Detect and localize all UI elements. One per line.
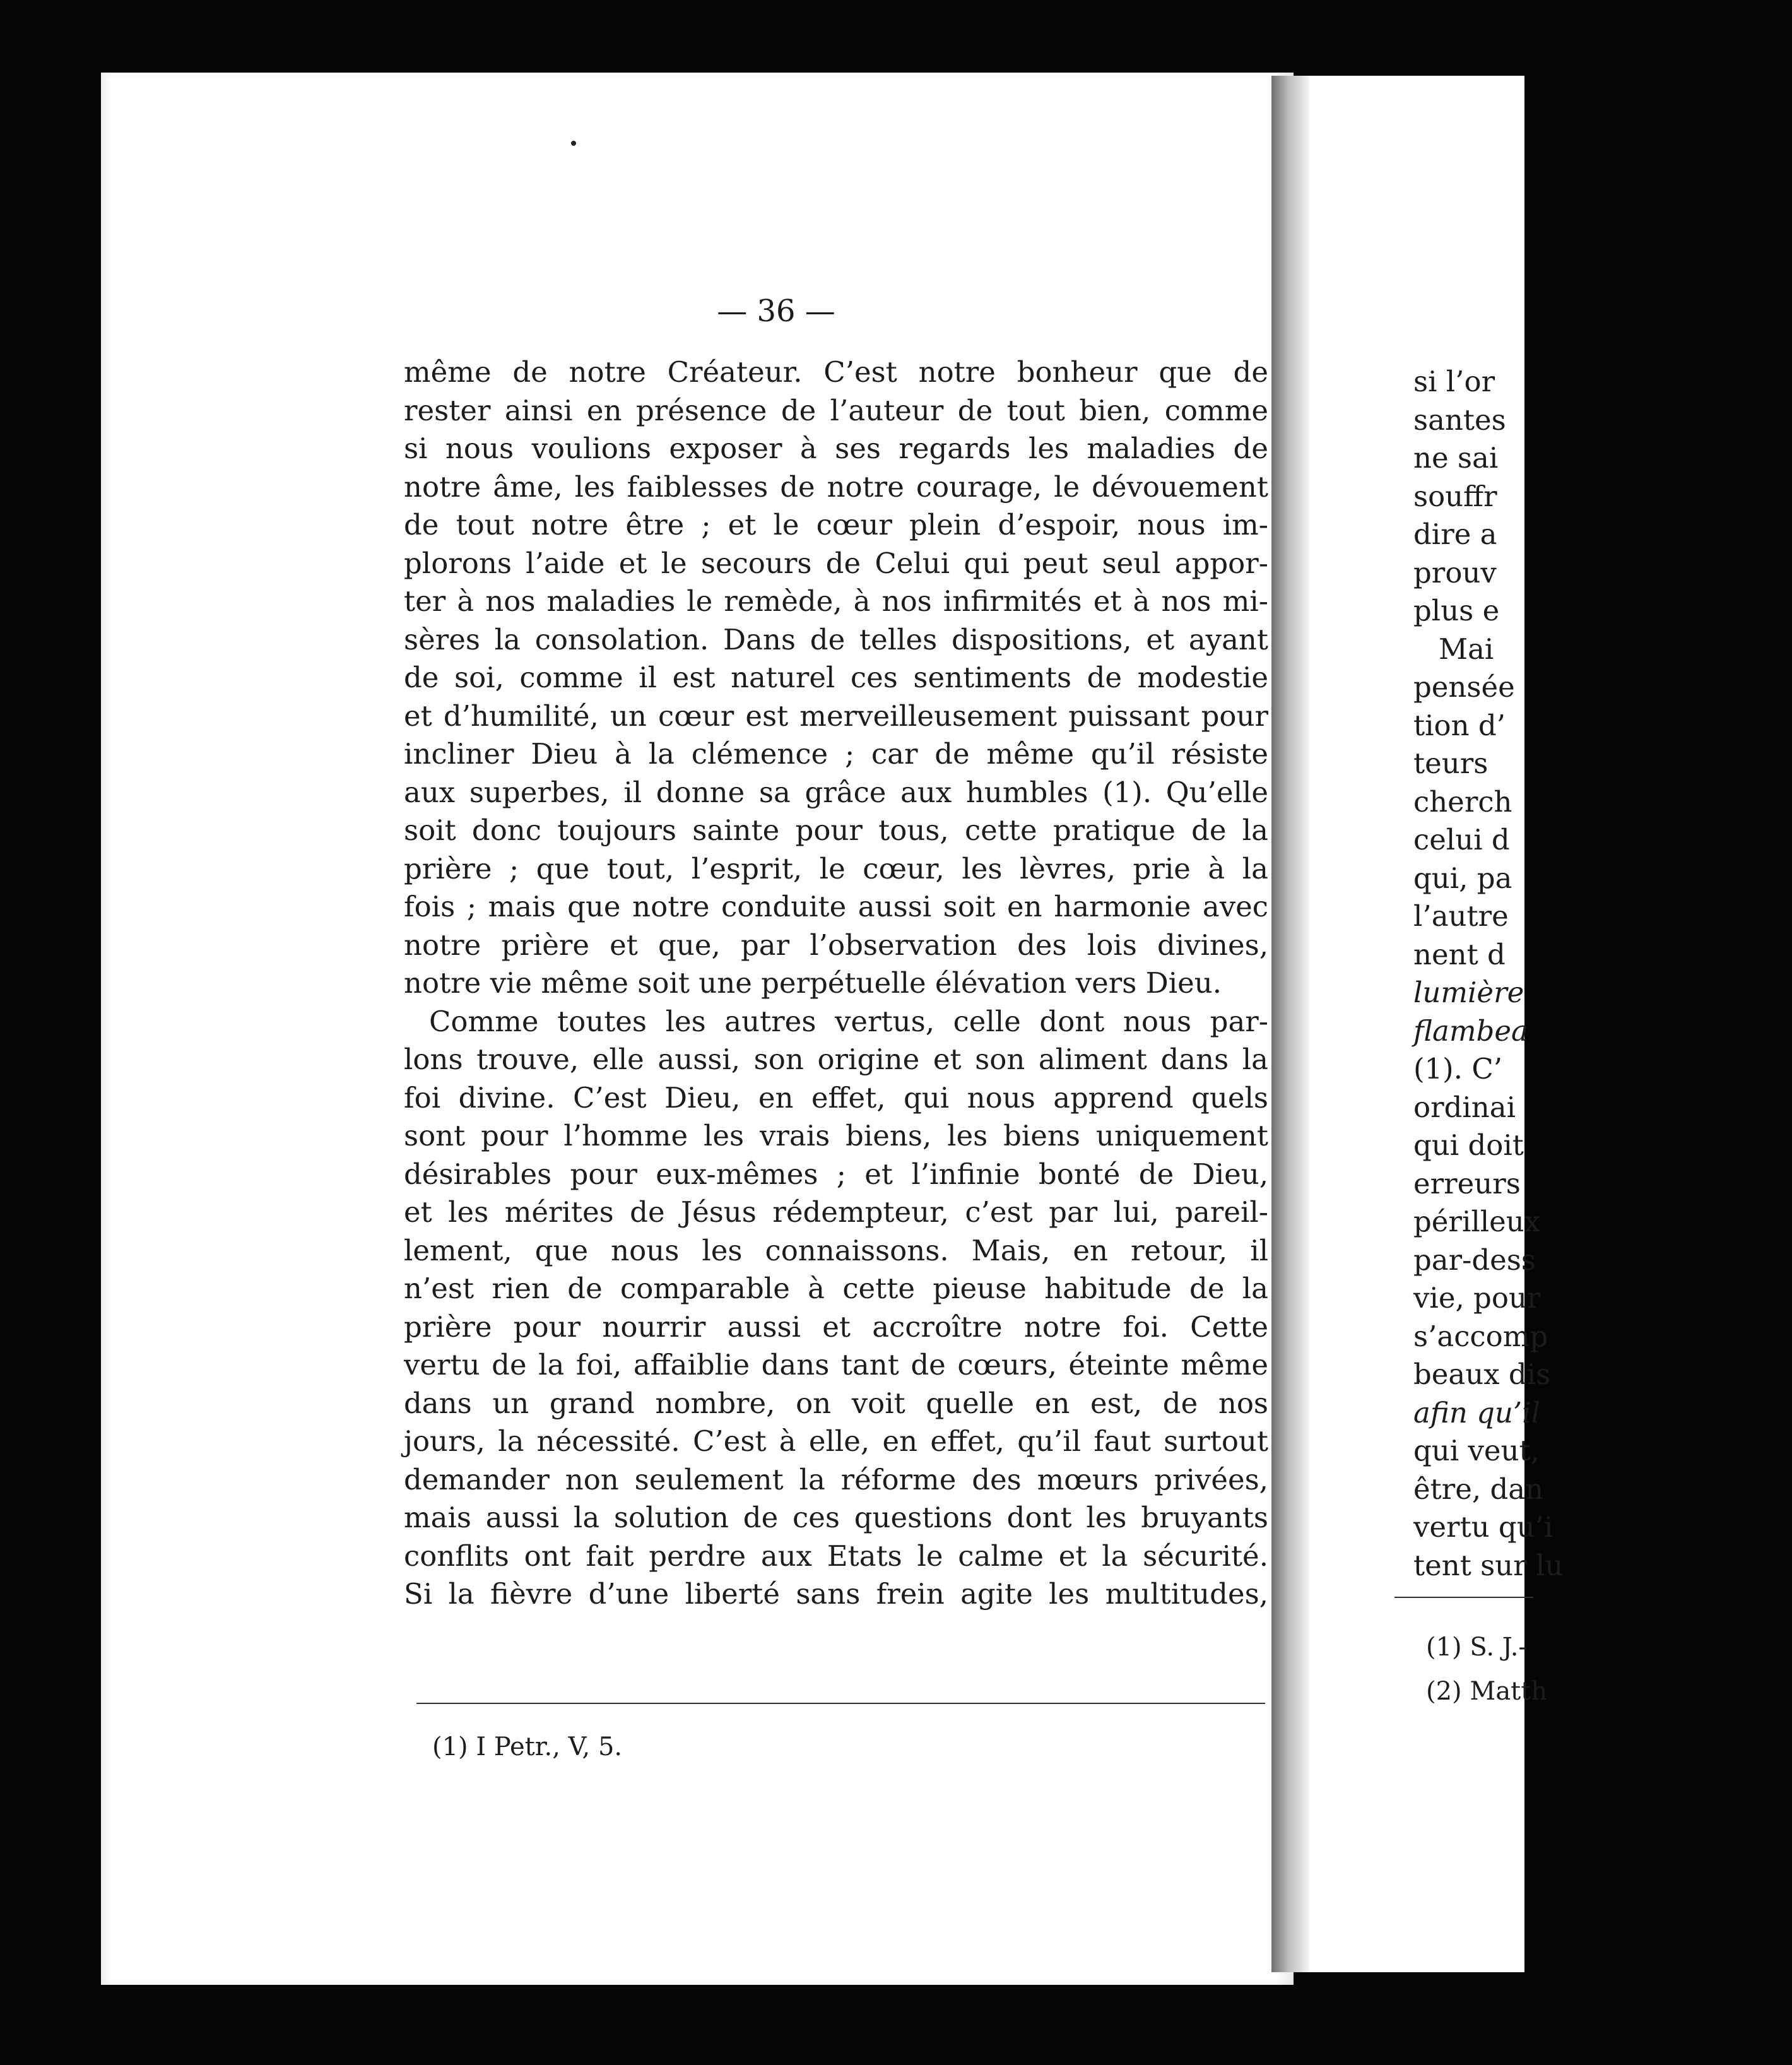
text-line: de soi, comme il est naturel ces sentiments de modestie <box>404 661 1268 694</box>
text-line: celui d <box>1413 823 1510 856</box>
text-line: plus e <box>1413 594 1500 627</box>
text-line: même de notre Créateur. C’est notre bonheur que de <box>404 355 1268 389</box>
text-line: beaux dis <box>1413 1358 1551 1391</box>
text-line: dans un grand nombre, on voit quelle en est, de nos <box>404 1386 1268 1420</box>
text-line: qui veut, <box>1413 1434 1540 1467</box>
text-line: notre prière et que, par l’observation des lois divines, <box>404 928 1268 962</box>
text-line: par-dess <box>1413 1243 1536 1277</box>
right-page-text <box>1413 363 1792 1585</box>
text-line: tion d’ <box>1413 708 1506 742</box>
text-line: (1). C’ <box>1413 1052 1503 1086</box>
footnote-divider <box>416 1703 1265 1704</box>
text-line: Si la fièvre d’une liberté sans frein agite les multitudes, <box>404 1577 1268 1611</box>
text-line: conflits ont fait perdre aux Etats le calme et la sécurité. <box>404 1539 1268 1573</box>
right-page <box>1271 76 1564 1972</box>
text-line: périlleux <box>1413 1205 1541 1238</box>
text-line: vertu de la foi, affaiblie dans tant de cœurs, éteinte même <box>404 1348 1268 1382</box>
text-line: lons trouve, elle aussi, son origine et son aliment dans la <box>404 1043 1268 1076</box>
text-line: rester ainsi en présence de l’auteur de tout bien, comme <box>404 393 1268 427</box>
text-line: prouv <box>1413 555 1497 589</box>
text-line: si nous voulions exposer à ses regards les maladies de <box>404 432 1268 465</box>
text-line: vertu qu’i <box>1413 1510 1553 1544</box>
text-line: Comme toutes les autres vertus, celle dont nous par- <box>429 1004 1268 1038</box>
text-line: plorons l’aide et le secours de Celui qui peut seul appor- <box>404 546 1268 580</box>
text-line: afin qu’il <box>1413 1395 1541 1429</box>
text-line: cherch <box>1413 784 1512 819</box>
footnote: (2) Matth <box>1426 1677 1548 1706</box>
text-line: prière ; que tout, l’esprit, le cœur, les lèvres, prie à la <box>404 851 1268 885</box>
text-line: flambea <box>1413 1014 1528 1048</box>
text-line: mais aussi la solution de ces questions dont les bruyants <box>404 1501 1268 1534</box>
text-line: qui, pa <box>1413 861 1512 895</box>
text-line: et les mérites de Jésus rédempteur, c’est par lui, pareil- <box>404 1195 1268 1229</box>
text-line: Mai <box>1439 632 1494 666</box>
text-line: jours, la nécessité. C’est à elle, en effet, qu’il faut surtout <box>404 1424 1268 1458</box>
text-line: foi divine. C’est Dieu, en effet, qui nous apprend quels <box>404 1080 1268 1115</box>
text-line: être, dan <box>1413 1472 1544 1506</box>
text-line: s’accomp <box>1413 1319 1548 1353</box>
text-line: désirables pour eux-mêmes ; et l’infinie bonté de Dieu, <box>404 1157 1268 1191</box>
text-line: soit donc toujours sainte pour tous, cette pratique de la <box>404 814 1268 847</box>
text-line: teurs <box>1413 747 1488 780</box>
text-line: pensée <box>1413 670 1515 704</box>
text-line: notre vie même soit une perpétuelle élévation vers Dieu. <box>404 966 1222 1000</box>
text-line: incliner Dieu à la clémence ; car de même qu’il résiste <box>404 737 1268 771</box>
right-footnotes <box>1426 1625 1547 1713</box>
text-line: tent sur lu <box>1413 1548 1564 1582</box>
text-line: qui doit <box>1413 1128 1524 1162</box>
text-line: ordinai <box>1413 1090 1516 1124</box>
body-text <box>404 353 1268 1614</box>
text-line: erreurs <box>1413 1166 1521 1200</box>
text-line: lumière <box>1413 976 1524 1009</box>
text-line: sères la consolation. Dans de telles dispositions, et ayant <box>404 622 1268 656</box>
footnote: (1) S. J.- <box>1426 1633 1527 1662</box>
text-line: l’autre <box>1413 899 1509 933</box>
text-line: de tout notre être ; et le cœur plein d’espoir, nous im- <box>404 508 1268 541</box>
text-line: prière pour nourrir aussi et accroître notre foi. Cette <box>404 1310 1268 1344</box>
text-line: ter à nos maladies le remède, à nos infirmités et à nos mi- <box>404 584 1268 618</box>
book-spine <box>1271 76 1309 1972</box>
text-line: santes <box>1413 403 1506 437</box>
footnote: (1) I Petr., V, 5. <box>432 1732 623 1761</box>
text-line: dire a <box>1413 518 1497 551</box>
text-line: et d’humilité, un cœur est merveilleusement puissant pour <box>404 699 1268 733</box>
footnote-divider <box>1394 1597 1533 1598</box>
text-line: lement, que nous les connaissons. Mais, en retour, il <box>404 1233 1268 1267</box>
text-line: aux superbes, il donne sa grâce aux humbles (1). Qu’elle <box>404 775 1268 809</box>
text-line: vie, pour <box>1413 1281 1541 1315</box>
text-line: ne sai <box>1413 441 1499 475</box>
text-line: notre âme, les faiblesses de notre courage, le dévouement <box>404 470 1268 504</box>
text-line: souffr <box>1413 479 1497 513</box>
text-line: nent d <box>1413 937 1506 971</box>
ink-dot <box>571 141 576 146</box>
text-line: demander non seulement la réforme des mœurs privées, <box>404 1462 1268 1496</box>
text-line: n’est rien de comparable à cette pieuse habitude de la <box>404 1272 1268 1305</box>
text-line: si l’or <box>1413 365 1495 398</box>
left-page <box>101 73 1294 1985</box>
text-line: fois ; mais que notre conduite aussi soit en harmonie avec <box>404 890 1268 923</box>
page-number: — 36 — <box>717 293 835 329</box>
text-line: sont pour l’homme les vrais biens, les biens uniquement <box>404 1119 1268 1152</box>
